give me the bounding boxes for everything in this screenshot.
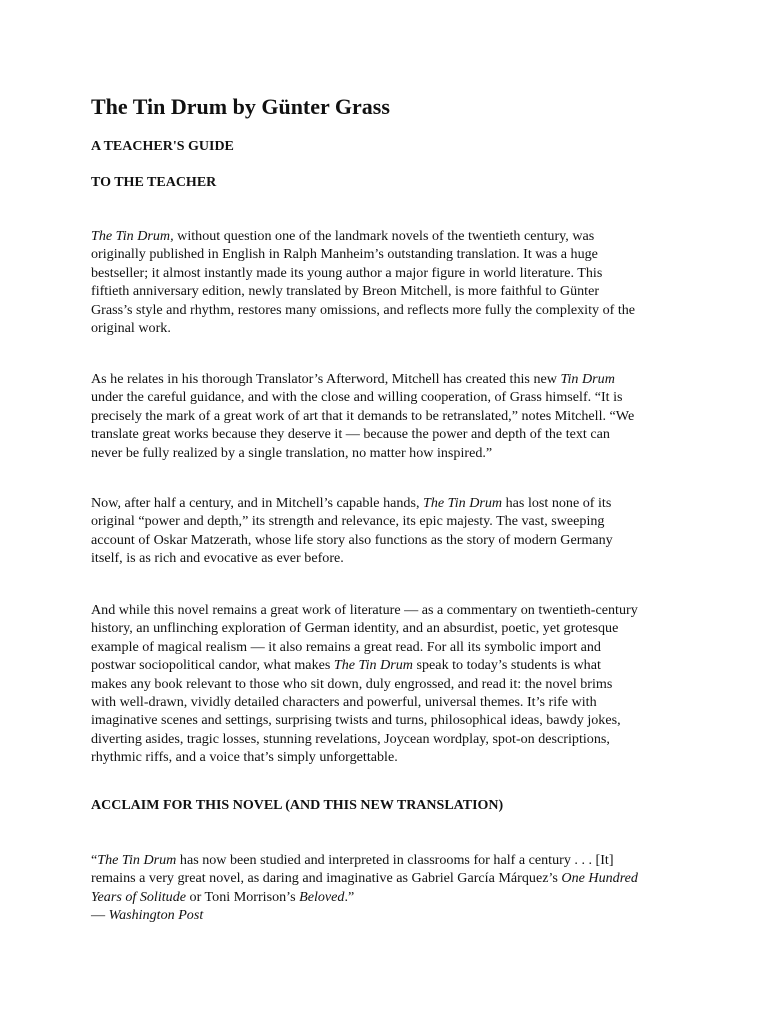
text-span: speak to today’s students is what bbox=[413, 657, 601, 674]
italic-book-title: Years of Solitude bbox=[91, 888, 187, 905]
paragraph-line: rhythmic riffs, and a voice that’s simply unforgettable. bbox=[91, 749, 398, 766]
italic-book-title: One Hundred bbox=[561, 870, 638, 887]
italic-book-title: The Tin Drum, bbox=[91, 228, 174, 244]
paragraph-line: original work. bbox=[91, 320, 171, 337]
text-span: — bbox=[91, 907, 109, 924]
subtitle-teachers-guide: A TEACHER'S GUIDE bbox=[91, 139, 234, 154]
paragraph-line: bestseller; it almost instantly made its young author a major figure in world literature. This bbox=[91, 264, 603, 281]
paragraph-line: diverting asides, tragic losses, stunning revelations, Joycean wordplay, spot-on descriptions, bbox=[91, 730, 610, 747]
section-heading-to-the-teacher: TO THE TEACHER bbox=[91, 175, 217, 190]
italic-book-title: Beloved bbox=[299, 888, 345, 905]
paragraph-line: never be fully realized by a single translation, no matter how inspired.” bbox=[91, 444, 493, 461]
paragraph-line: translate great works because they deserve it — because the power and depth of the text can bbox=[91, 426, 610, 443]
text-span: .” bbox=[344, 888, 355, 905]
paragraph-line: with well-drawn, vividly detailed characters and powerful, universal themes. It’s rife with bbox=[91, 694, 597, 711]
paragraph-half-century bbox=[91, 494, 691, 568]
paragraph-line bbox=[91, 227, 691, 245]
text-span: postwar sociopolitical candor, what makes bbox=[91, 657, 334, 674]
paragraph-line bbox=[91, 370, 691, 388]
paragraph-line: itself, is as rich and evocative as ever before. bbox=[91, 550, 344, 567]
italic-book-title: Tin Drum bbox=[560, 371, 615, 387]
paragraph-line bbox=[91, 656, 691, 674]
paragraph-line: under the careful guidance, and with the close and willing cooperation, of Grass himself. “It is bbox=[91, 389, 623, 406]
paragraph-line: And while this novel remains a great work of literature — as a commentary on twentieth-century bbox=[91, 602, 638, 618]
paragraph-line: fiftieth anniversary edition, newly translated by Breon Mitchell, is more faithful to Günter bbox=[91, 283, 600, 300]
paragraph-intro bbox=[91, 227, 691, 337]
paragraph-translation bbox=[91, 370, 691, 462]
text-span: without question one of the landmark novels of the twentieth century, was bbox=[173, 228, 595, 244]
paragraph-line: history, an unflinching exploration of German identity, and an absurdist, poetic, yet grotesque bbox=[91, 620, 619, 637]
text-span: has lost none of its bbox=[502, 495, 612, 511]
text-span: has now been studied and interpreted in classrooms for half a century . . . [It] bbox=[176, 852, 614, 868]
document-title: The Tin Drum by Günter Grass bbox=[91, 94, 390, 119]
paragraph-line: precisely the mark of a great work of art that it demands to be retranslated,” notes Mitchell. “We bbox=[91, 407, 635, 424]
section-heading-acclaim: ACCLAIM FOR THIS NOVEL (AND THIS NEW TRANSLATION) bbox=[91, 798, 504, 813]
paragraph-line bbox=[91, 869, 691, 887]
italic-book-title: The Tin Drum bbox=[423, 495, 503, 511]
paragraph-line: original “power and depth,” its strength and relevance, its epic majesty. The vast, sweeping bbox=[91, 513, 605, 530]
quote-source bbox=[91, 906, 691, 924]
italic-book-title: The Tin Drum bbox=[97, 852, 177, 868]
text-span: remains a very great novel, as daring and imaginative as Gabriel García Márquez’s bbox=[91, 870, 562, 887]
paragraph-line: imaginative scenes and settings, surprising twists and turns, philosophical ideas, bawdy jokes, bbox=[91, 712, 621, 729]
paragraph-line: example of magical realism — it also remains a great read. For all its symbolic import and bbox=[91, 638, 601, 655]
text-span: Now, after half a century, and in Mitchell’s capable hands, bbox=[91, 495, 423, 511]
acclaim-quote bbox=[91, 851, 691, 925]
paragraph-line bbox=[91, 494, 691, 512]
paragraph-line: account of Oskar Matzerath, whose life story also functions as the story of modern Germany bbox=[91, 531, 613, 548]
italic-book-title: The Tin Drum bbox=[333, 657, 413, 674]
paragraph-great-read bbox=[91, 601, 691, 767]
paragraph-line: makes any book relevant to those who sit down, duly engrossed, and read it: the novel brims bbox=[91, 675, 613, 692]
text-span: “ bbox=[91, 852, 98, 868]
paragraph-line: Grass’s style and rhythm, restores many omissions, and reflects more fully the complexity of the bbox=[91, 301, 636, 318]
paragraph-line bbox=[91, 851, 691, 869]
text-span: As he relates in his thorough Translator’s Afterword, Mitchell has created this new bbox=[91, 371, 561, 387]
paragraph-line: originally published in English in Ralph Manheim’s outstanding translation. It was a huge bbox=[91, 246, 598, 263]
quote-source-name: Washington Post bbox=[108, 907, 204, 924]
text-span: or Toni Morrison’s bbox=[186, 888, 300, 905]
paragraph-line bbox=[91, 888, 691, 906]
